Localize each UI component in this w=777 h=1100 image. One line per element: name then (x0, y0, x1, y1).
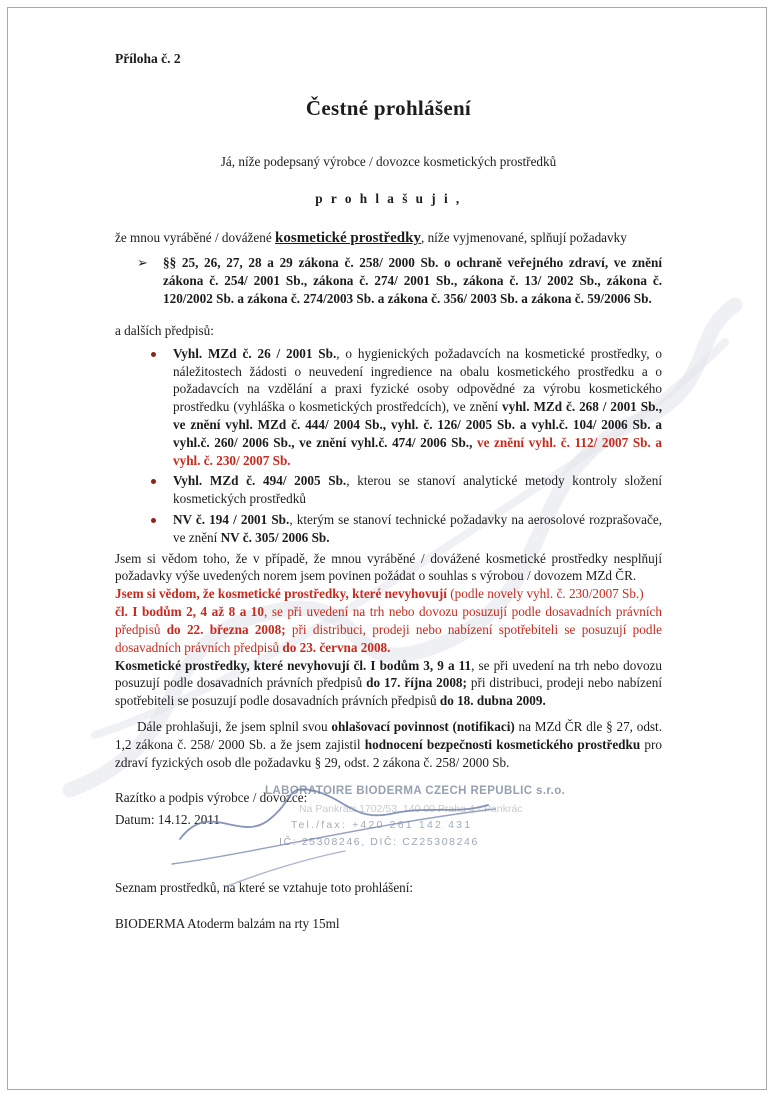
stamp-label: Razítko a podpis výrobce / dovozce: (115, 790, 308, 806)
list-item-nv-194-2001 (115, 511, 662, 547)
paragraph-notification: Dále prohlašuji, že jsem splnil svou ohlašovací povinnost (notifikaci) na MZd ČR dle § 27, odst. 1,2 zákona č. 258/ 2000 Sb. a že jsem zajistil hodnocení bezpečnosti kosmetického prostředku pro zdraví fyzických osob dle požadavku § 29, odst. 2 zákona č. 258/ 2000 Sb. (115, 718, 663, 770)
list-item-text: Vyhl. MZd č. 26 / 2001 Sb., o hygienických požadavcích na kosmetické prostředky, o náležitostech žádosti o neuvedení ingredience na obalu kosmetického prostředku a o požadavcích na vzdělání a praxi fyzické osoby odpovědné za výrobu kosmetického prostředku (vyhláška o kosmetických prostředcích), ve znění vyhl. MZd č. 268 / 2001 Sb., ve znění vyhl. MZd č. 444/ 2004 Sb., vyhl. č. 126/ 2005 Sb. a vyhl.č. 104/ 2006 Sb. a vyhl.č. 260/ 2006 Sb., ve znění vyhl.č. 474/ 2006 Sb., ve znění vyhl. č. 112/ 2007 Sb. a vyhl. č. 230/ 2007 Sb. (173, 345, 662, 468)
paragraph-red-intro: Jsem si vědom, že kosmetické prostředky, které nevyhovují (podle novely vyhl. č. 230/2007 Sb.) (115, 586, 644, 602)
list-item-vyhl-494-2005 (115, 472, 662, 508)
arrow-bullet-icon: ➢ (137, 255, 148, 271)
paragraph-red-rules: čl. I bodům 2, 4 až 8 a 10, se při uvedení na trh nebo dovozu posuzují podle dosavadních právních předpisů do 22. března 2008; při distribuci, prodeji nebo nabízení spotřebiteli se posuzují podle dosavadních právních předpisů do 23. června 2008. (115, 604, 662, 655)
stamp-company-name: LABORATOIRE BIODERMA CZECH REPUBLIC s.r.o. (265, 785, 566, 798)
paragraph-products: že mnou vyráběné / dovážené kosmetické prostředky, níže vyjmenované, splňují požadavky (115, 230, 627, 247)
product-name: BIODERMA Atoderm balzám na rty 15ml (115, 916, 340, 932)
list-item-vyhl-26-2001 (115, 345, 662, 470)
list-item-text: Vyhl. MZd č. 494/ 2005 Sb., kterou se stanoví analytické metody kontroly složení kosmetických prostředků (173, 473, 662, 507)
stamp-and-signature-area (115, 785, 662, 848)
document-content (115, 50, 662, 933)
page-title: Čestné prohlášení (305, 96, 472, 121)
list-item-text: NV č. 194 / 2001 Sb., kterým se stanoví technické požadavky na aerosolové rozprašovače, ve znění NV č. 305/ 2006 Sb. (173, 512, 662, 545)
bullet-dot-icon (151, 479, 156, 484)
product-list-label: Seznam prostředků, na které se vztahuje toto prohlášení: (115, 880, 414, 896)
regulations-list (115, 345, 662, 547)
further-regulations-label: a dalších předpisů: (115, 322, 214, 338)
declaration-word: p r o h l a š u j i , (315, 191, 462, 207)
paragraph-black-rules: Kosmetické prostředky, které nevyhovují čl. I bodům 3, 9 a 11, se při uvedení na trh nebo dovozu posuzují podle dosavadních právních předpisů do 17. října 2008; při distribuci, prodeji nebo nabízení spotřebiteli se posuzují podle dosavadních právních předpisů do 18. dubna 2009. (115, 657, 662, 709)
stamp-phone: Tel./fax: +420 261 142 431 (291, 819, 473, 832)
arrow-item-text: §§ 25, 26, 27, 28 a 29 zákona č. 258/ 2000 Sb. o ochraně veřejného zdraví, ve znění zákona č. 254/ 2001 Sb., zákona č. 274/ 2001 Sb., zákona č. 13/ 2002 Sb., zákona č. 120/2002 Sb. a zákona č. 274/2003 Sb. a zákona č. 356/ 2003 Sb. a zákona č. 59/2006 Sb. (163, 255, 662, 307)
bullet-dot-icon (151, 352, 156, 357)
arrow-list-item (115, 254, 662, 307)
company-stamp (265, 783, 665, 850)
paragraph-awareness: Jsem si vědom toho, že v případě, že mnou vyráběné / dovážené kosmetické prostředky nesplňují požadavky výše uvedených norem jsem povinen požádat o souhlas s výrobou / dovozem MZd ČR. (115, 550, 662, 584)
stamp-registration-numbers: IČ: 25308246, DIČ: CZ25308246 (279, 835, 479, 848)
bullet-dot-icon (151, 518, 156, 523)
intro-line: Já, níže podepsaný výrobce / dovozce kosmetických prostředků (220, 153, 557, 169)
attachment-label: Příloha č. 2 (115, 51, 181, 66)
stamp-address: Na Pankráci 1702/53, 140 00 Praha 4 - Pankrác (299, 803, 523, 816)
date-line: Datum: 14.12. 2011 (115, 812, 221, 828)
